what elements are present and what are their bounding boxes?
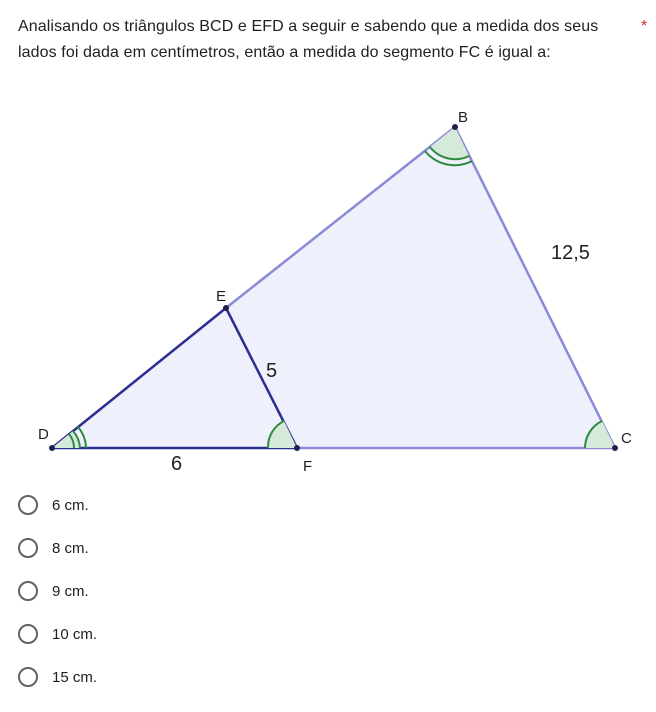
point-c bbox=[612, 445, 618, 451]
required-asterisk: * bbox=[641, 18, 648, 35]
option-label: 10 cm. bbox=[52, 625, 98, 643]
radio-button[interactable] bbox=[18, 581, 38, 601]
label-b: B bbox=[458, 109, 469, 126]
option-label: 15 cm. bbox=[52, 668, 98, 686]
point-f bbox=[294, 445, 300, 451]
option-label: 9 cm. bbox=[52, 582, 89, 600]
length-bc: 12,5 bbox=[551, 242, 590, 264]
option-label: 6 cm. bbox=[52, 496, 89, 514]
option-label: 8 cm. bbox=[52, 539, 89, 557]
label-e: E bbox=[216, 288, 227, 305]
length-ef: 5 bbox=[266, 360, 278, 382]
radio-button[interactable] bbox=[18, 538, 38, 558]
option-5[interactable] bbox=[18, 657, 97, 697]
label-d: D bbox=[38, 426, 49, 443]
label-f: F bbox=[303, 458, 313, 475]
point-d bbox=[49, 445, 55, 451]
radio-button[interactable] bbox=[18, 495, 38, 515]
option-2[interactable] bbox=[18, 528, 89, 568]
question-text: Analisando os triângulos BCD e EFD a seguir e sabendo que a medida dos seus lados foi dada em centímetros, então a medida do segmento FC é igual a: bbox=[18, 18, 599, 61]
radio-button[interactable] bbox=[18, 624, 38, 644]
option-1[interactable] bbox=[18, 485, 89, 525]
length-df: 6 bbox=[171, 453, 183, 475]
option-3[interactable] bbox=[18, 571, 89, 611]
triangle-bcd bbox=[52, 127, 615, 448]
radio-button[interactable] bbox=[18, 667, 38, 687]
option-4[interactable] bbox=[18, 614, 97, 654]
label-c: C bbox=[621, 430, 632, 447]
point-e bbox=[223, 305, 229, 311]
